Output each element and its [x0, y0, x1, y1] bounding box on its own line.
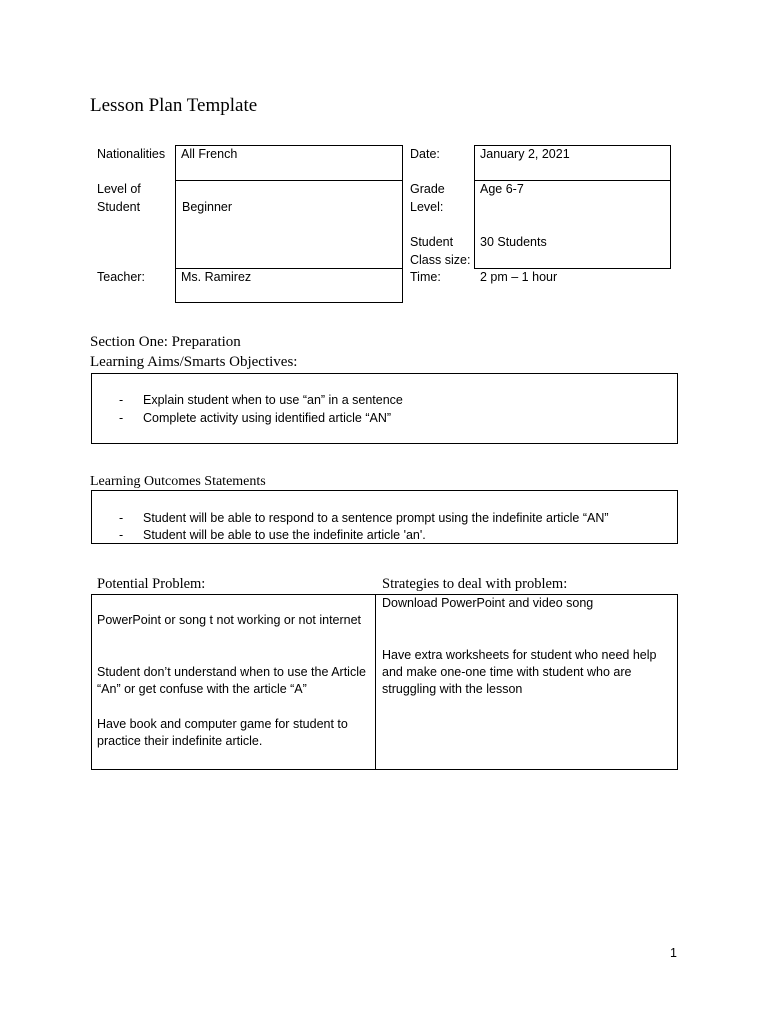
strategies-heading: Strategies to deal with problem:: [382, 576, 568, 592]
grade-value: Age 6-7: [480, 182, 524, 196]
teacher-value: Ms. Ramirez: [181, 270, 252, 284]
outcomes-bullet-2: -: [119, 528, 124, 542]
section-one-heading: Section One: Preparation: [90, 334, 241, 350]
problem-1: PowerPoint or song t not working or not internet: [97, 613, 362, 627]
date-value: January 2, 2021: [480, 147, 570, 161]
teacher-label: Teacher:: [97, 270, 145, 284]
potential-problem-heading: Potential Problem:: [97, 576, 206, 592]
aims-bullet-1: -: [119, 393, 124, 407]
class-size-label-line2: Class size:: [410, 253, 471, 267]
time-value: 2 pm – 1 hour: [480, 270, 558, 284]
strategy-2: Have extra worksheets for student who need help and make one-one time with student who are struggling with the lesson: [382, 648, 657, 696]
class-size-value: 30 Students: [480, 235, 547, 249]
outcomes-item-2: Student will be able to use the indefinite article 'an'.: [143, 528, 426, 542]
document-title: Lesson Plan Template: [90, 95, 258, 116]
problem-3: Have book and computer game for student to practice their indefinite article.: [97, 717, 348, 748]
level-label-line2: Student: [97, 200, 141, 214]
strategy-1: Download PowerPoint and video song: [382, 596, 594, 610]
time-label: Time:: [410, 270, 441, 284]
outcomes-heading: Learning Outcomes Statements: [90, 474, 266, 489]
aims-item-1: Explain student when to use “an” in a sentence: [143, 393, 403, 407]
nationalities-value: All French: [181, 147, 238, 161]
outcomes-item-1: Student will be able to respond to a sentence prompt using the indefinite article “AN”: [143, 511, 609, 525]
nationalities-label: Nationalities: [97, 147, 166, 161]
grade-label-line1: Grade: [410, 182, 445, 196]
page-number: 1: [670, 946, 677, 960]
aims-bullet-2: -: [119, 411, 124, 425]
aims-item-2: Complete activity using identified article “AN”: [143, 411, 392, 425]
level-label-line1: Level of: [97, 182, 141, 196]
class-size-label-line1: Student: [410, 235, 454, 249]
left-box-divider-1: [175, 180, 403, 181]
grade-label-line2: Level:: [410, 200, 444, 214]
aims-heading: Learning Aims/Smarts Objectives:: [90, 354, 298, 370]
problems-table-divider: [375, 594, 376, 770]
outcomes-bullet-1: -: [119, 511, 124, 525]
date-label: Date:: [410, 147, 440, 161]
level-value: Beginner: [182, 200, 233, 214]
problem-2: Student don’t understand when to use the Article “An” or get confuse with the article “A”: [97, 665, 366, 696]
